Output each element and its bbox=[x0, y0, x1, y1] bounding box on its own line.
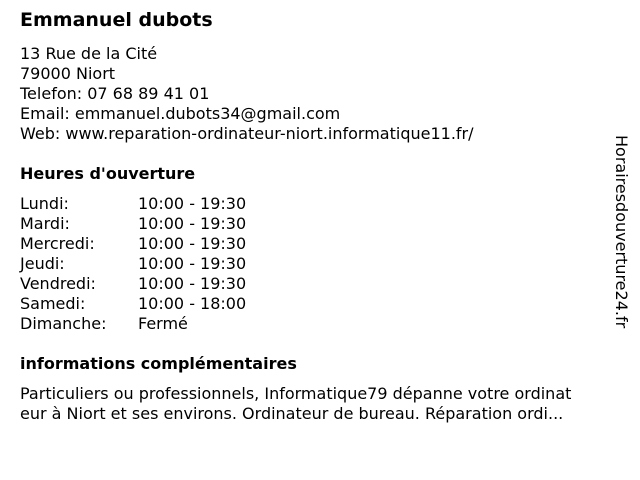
opening-hours-table bbox=[20, 194, 246, 334]
business-name: Emmanuel dubots bbox=[20, 9, 213, 31]
hours-time: 10:00 - 19:30 bbox=[138, 214, 247, 233]
hours-row-friday bbox=[20, 274, 246, 294]
hours-day: Lundi: bbox=[20, 194, 69, 213]
email-address: Email: emmanuel.dubots34@gmail.com bbox=[20, 104, 341, 123]
hours-day: Mercredi: bbox=[20, 234, 95, 253]
street-address: 13 Rue de la Cité bbox=[20, 44, 158, 63]
hours-time: 10:00 - 18:00 bbox=[138, 294, 247, 313]
hours-row-monday bbox=[20, 194, 246, 214]
hours-row-tuesday bbox=[20, 214, 246, 234]
city-address: 79000 Niort bbox=[20, 64, 116, 83]
contact-block bbox=[20, 44, 474, 144]
hours-row-saturday bbox=[20, 294, 246, 314]
hours-row-wednesday bbox=[20, 234, 246, 254]
hours-time: 10:00 - 19:30 bbox=[138, 234, 247, 253]
brand-watermark: Horairesdouverture24.fr bbox=[612, 135, 631, 329]
additional-info-heading: informations complémentaires bbox=[20, 354, 297, 373]
opening-hours-heading: Heures d'ouverture bbox=[20, 164, 196, 183]
hours-day: Jeudi: bbox=[20, 254, 65, 273]
hours-day: Mardi: bbox=[20, 214, 70, 233]
info-line: eur à Niort et ses environs. Ordinateur de bureau. Réparation ordi... bbox=[20, 404, 564, 423]
hours-time: 10:00 - 19:30 bbox=[138, 274, 247, 293]
hours-time: 10:00 - 19:30 bbox=[138, 194, 247, 213]
info-line: Particuliers ou professionnels, Informatique79 dépanne votre ordinat bbox=[20, 384, 572, 403]
hours-time: Fermé bbox=[138, 314, 188, 333]
hours-row-thursday bbox=[20, 254, 246, 274]
hours-day: Vendredi: bbox=[20, 274, 96, 293]
hours-row-sunday bbox=[20, 314, 246, 334]
website-url: Web: www.reparation-ordinateur-niort.informatique11.fr/ bbox=[20, 124, 474, 143]
additional-info-text bbox=[20, 384, 620, 424]
hours-day: Samedi: bbox=[20, 294, 86, 313]
hours-day: Dimanche: bbox=[20, 314, 107, 333]
phone-number: Telefon: 07 68 89 41 01 bbox=[20, 84, 210, 103]
hours-time: 10:00 - 19:30 bbox=[138, 254, 247, 273]
